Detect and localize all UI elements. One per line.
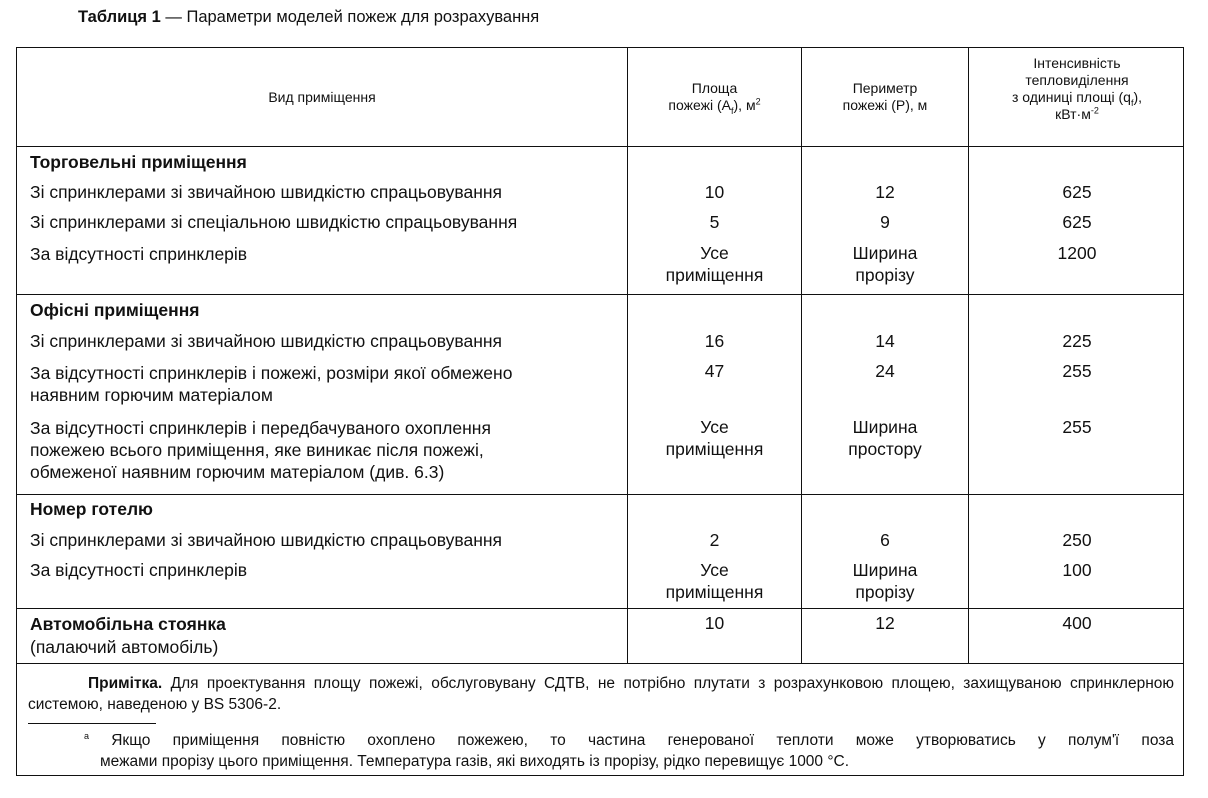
row-divider: [16, 608, 1184, 609]
table-title-text: — Параметри моделей пожеж для розрахування: [160, 8, 540, 26]
section-heading: Номер готелю: [30, 499, 154, 519]
header-fire-perimeter: [802, 80, 968, 114]
header-heat-intensity-line2: тепловиділення: [1025, 72, 1129, 88]
cell-intensity: 250: [1062, 530, 1092, 550]
cell-intensity: 1200: [1057, 243, 1097, 263]
cell-intensity: 255: [1062, 417, 1092, 437]
cell-perimeter: 14: [875, 331, 895, 351]
row-description: За відсутності спринклерів: [30, 244, 248, 264]
row-description: Зі спринклерами зі звичайною швидкістю спрацьовування: [30, 331, 503, 351]
header-fire-perimeter-line1: Периметр: [852, 80, 918, 96]
cell-area: Усе приміщення: [665, 417, 764, 459]
header-heat-intensity: [969, 55, 1185, 123]
cell-intensity: 100: [1062, 560, 1092, 580]
header-heat-intensity-line3: з одиниці площі $(q_f)$,: [1011, 89, 1143, 108]
row-description: За відсутності спринклерів і пожежі, розміри якої обмежено наявним горючим матеріалом: [30, 363, 513, 405]
section-heading: Офісні приміщення: [30, 300, 200, 320]
note-text: Для проектування площу пожежі, обслуговувану СДТВ, не потрібно плутати з розрахунковою площею, захищуваною спринклерною системою, наведеною у BS 5306-2.: [28, 675, 1174, 713]
row-divider: [16, 663, 1184, 664]
footnote-rule: [28, 723, 156, 724]
cell-area: Усе приміщення: [665, 243, 764, 285]
cell-intensity: 625: [1062, 212, 1092, 232]
cell-area: 2: [709, 530, 720, 550]
cell-intensity: 400: [1062, 613, 1092, 633]
row-description: Зі спринклерами зі звичайною швидкістю спрацьовування: [30, 182, 503, 202]
cell-perimeter: 9: [880, 212, 890, 232]
row-divider: [16, 494, 1184, 495]
row-divider: [16, 294, 1184, 295]
header-fire-perimeter-line2: пожежі (P), м: [842, 97, 928, 113]
cell-perimeter: 6: [880, 530, 890, 550]
cell-perimeter: Ширина прорізу: [852, 243, 918, 285]
cell-perimeter: Ширина прорізу: [852, 560, 918, 602]
cell-intensity: 225: [1062, 331, 1092, 351]
table-title-label: Таблиця 1: [78, 8, 161, 26]
header-heat-intensity-line1: Інтенсивність: [1033, 55, 1121, 71]
table-note: [28, 673, 1174, 715]
cell-perimeter: 12: [875, 182, 895, 202]
footnote-line2: межами прорізу цього приміщення. Температура газів, які виходять із прорізу, рідко перевищує 1000 °C.: [100, 753, 850, 770]
cell-perimeter: 12: [875, 613, 895, 633]
header-room-type: Вид приміщення: [268, 89, 376, 105]
section-heading: Торговельні приміщення: [30, 152, 247, 172]
cell-intensity: 255: [1062, 361, 1092, 381]
cell-area: 10: [704, 182, 725, 202]
cell-area: 47: [704, 361, 725, 381]
header-fire-area-line1: Площа: [691, 80, 738, 96]
row-description: За відсутності спринклерів і передбачуваного охоплення пожежею всього приміщення, яке виникає після пожежі, обмеженої наявним горючим матеріалом (див. 6.3): [30, 418, 491, 482]
header-fire-area-line2: пожежі $(A_f)$, $м^2$: [668, 96, 761, 116]
footnote-marker: a: [84, 730, 90, 741]
row-description: Зі спринклерами зі звичайною швидкістю спрацьовування: [30, 530, 503, 550]
cell-area: Усе приміщення: [665, 560, 764, 602]
note-label: Примітка.: [88, 675, 163, 692]
cell-area: 16: [704, 331, 725, 351]
section-heading: Автомобільна стоянка: [30, 614, 226, 634]
cell-perimeter: 24: [875, 361, 895, 381]
cell-area: 5: [709, 212, 720, 232]
cell-intensity: 625: [1062, 182, 1092, 202]
header-fire-area: [628, 80, 801, 114]
cell-perimeter: Ширина простору: [848, 417, 922, 459]
footnote-line1: $^a$ Якщо приміщення повністю охоплено пожежею, то частина генерованої теплоти може утворюватись у полум'ї поза: [84, 730, 1174, 749]
row-description: За відсутності спринклерів: [30, 560, 248, 580]
row-divider: [16, 146, 1184, 147]
row-description: Зі спринклерами зі спеціальною швидкістю спрацьовування: [30, 212, 518, 232]
table-title: [78, 8, 539, 27]
header-heat-intensity-line4: $кВт\cdot м^{-2}$: [1055, 105, 1099, 122]
section-subheading: (палаючий автомобіль): [30, 637, 219, 657]
cell-area: 10: [704, 613, 725, 633]
